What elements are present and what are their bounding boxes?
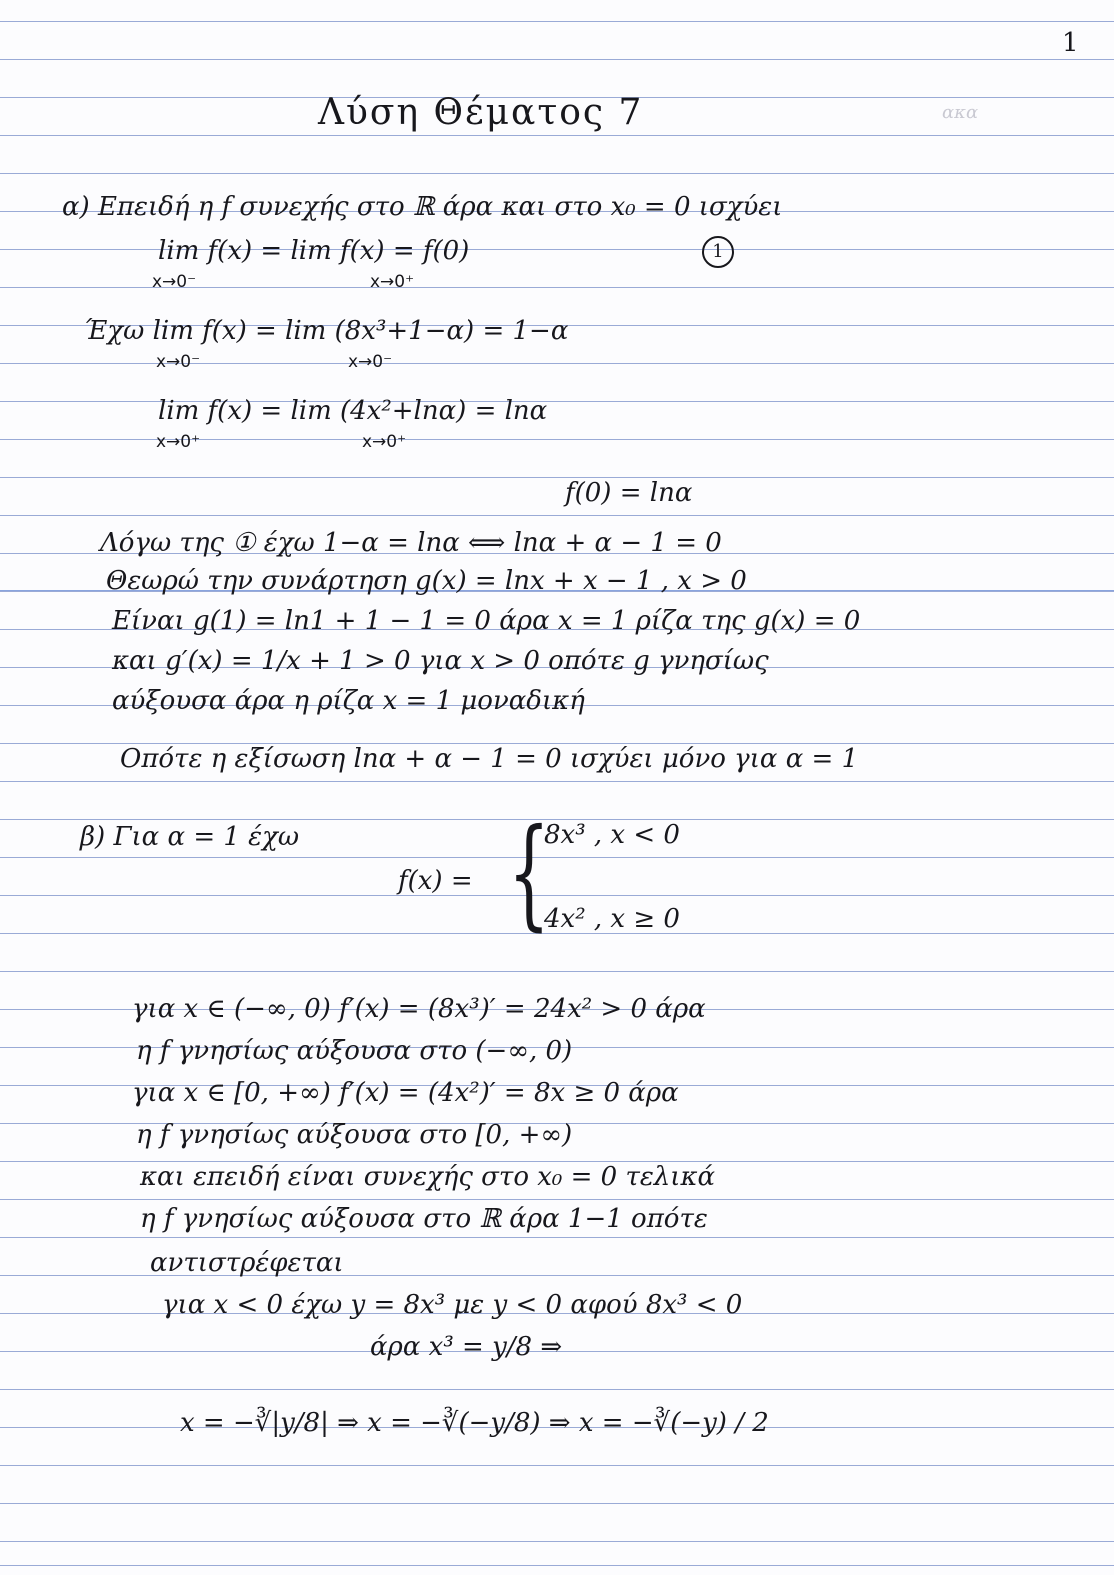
right-limit-sub1: x→0⁺ <box>156 432 201 452</box>
left-limit-sub1: x→0⁻ <box>156 352 201 372</box>
reasoning-line: Είναι g(1) = ln1 + 1 − 1 = 0 άρα x = 1 ρίζα της g(x) = 0 <box>112 606 861 636</box>
derivation-line: και επειδή είναι συνεχής στο x₀ = 0 τελικά <box>140 1162 716 1192</box>
derivation-line: άρα x³ = y/8 ⇒ <box>370 1332 563 1362</box>
reasoning-line: και g′(x) = 1/x + 1 > 0 για x > 0 οπότε g γνησίως <box>112 646 769 676</box>
page-number: 1 <box>1062 28 1079 58</box>
piecewise-case-2: 4x² , x ≥ 0 <box>544 904 680 934</box>
reasoning-line: αύξουσα άρα η ρίζα x = 1 μοναδική <box>112 686 585 716</box>
limits-equal: lim f(x) = lim f(x) = f(0) <box>158 236 470 266</box>
limits-equal-sub-right: x→0⁺ <box>370 272 415 292</box>
derivation-line: η f γνησίως αύξουσα στο (−∞, 0) <box>136 1036 573 1066</box>
derivation-line: x = −∛|y/8| ⇒ x = −∛(−y/8) ⇒ x = −∛(−y) / 2 <box>180 1408 769 1438</box>
right-limit-sub2: x→0⁺ <box>362 432 407 452</box>
limits-equal-sub-left: x→0⁻ <box>152 272 197 292</box>
derivation-line: για x ∈ (−∞, 0) f′(x) = (8x³)′ = 24x² > 0 άρα <box>132 994 706 1024</box>
piecewise-case-1: 8x³ , x < 0 <box>544 820 680 850</box>
reasoning-line: Λόγω της ① έχω 1−α = lnα ⟺ lnα + α − 1 = 0 <box>100 528 722 558</box>
left-limit: Έχω lim f(x) = lim (8x³+1−α) = 1−α <box>84 316 569 346</box>
part-b-intro: β) Για α = 1 έχω <box>80 822 300 852</box>
bottom-rule <box>0 1565 1114 1566</box>
faint-mark: ακα <box>942 102 979 123</box>
f-label: f(x) = <box>398 866 473 896</box>
left-limit-sub2: x→0⁻ <box>348 352 393 372</box>
derivation-line: για x ∈ [0, +∞) f′(x) = (4x²)′ = 8x ≥ 0 άρα <box>132 1078 679 1108</box>
page-title: Λύση Θέματος 7 <box>318 92 644 133</box>
part-a-intro: α) Επειδή η f συνεχής στο ℝ άρα και στο x₀ = 0 ισχύει <box>62 192 783 222</box>
derivation-line: αντιστρέφεται <box>150 1248 344 1278</box>
right-limit: lim f(x) = lim (4x²+lnα) = lnα <box>158 396 548 426</box>
f-zero: f(0) = lnα <box>565 478 693 508</box>
reasoning-line: Οπότε η εξίσωση lnα + α − 1 = 0 ισχύει μόνο για α = 1 <box>120 744 859 774</box>
reasoning-line: Θεωρώ την συνάρτηση g(x) = lnx + x − 1 , x > 0 <box>106 566 747 596</box>
brace-icon: { <box>508 804 550 943</box>
circled-one: 1 <box>702 236 734 268</box>
derivation-line: η f γνησίως αύξουσα στο [0, +∞) <box>136 1120 573 1150</box>
derivation-line: η f γνησίως αύξουσα στο ℝ άρα 1−1 οπότε <box>140 1204 708 1234</box>
derivation-line: για x < 0 έχω y = 8x³ με y < 0 αφού 8x³ < 0 <box>162 1290 743 1320</box>
